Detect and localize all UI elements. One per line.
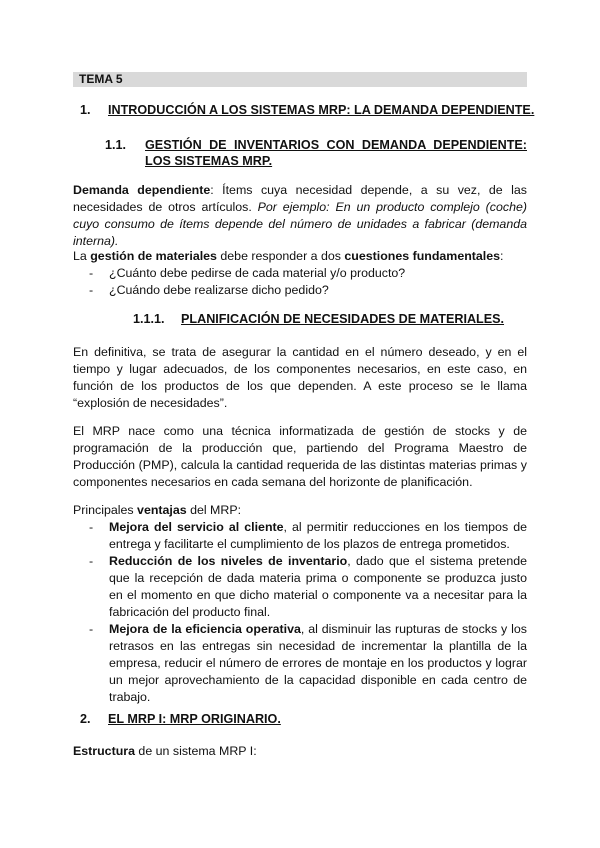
bold-term: cuestiones fundamentales	[344, 249, 501, 263]
list-item	[73, 621, 527, 706]
advantage-text: , dado que el sistema pretende que la recepción de dada materia prima o componente se produzca justo en el momento en que dicho material o componente va a necesitar para la fabricación del producto final.	[109, 554, 527, 619]
advantage-title: Mejora del servicio al cliente	[109, 520, 284, 534]
advantage-text: , al disminuir las rupturas de stocks y los retrasos en las entregas sin necesidad de incrementar la plantilla de la empresa, reducir el número de errores de montaje en los productos y lograr un mejor aprovechamiento de la capacidad disponible en cada centro de trabajo.	[109, 622, 527, 704]
list-item	[73, 265, 527, 282]
advantage-title: Mejora de la eficiencia operativa	[109, 622, 301, 636]
bold-term: Estructura	[73, 744, 135, 758]
list-item	[73, 282, 527, 299]
text: debe responder a dos	[216, 249, 345, 263]
dash-bullet: -	[89, 622, 94, 636]
text: de un sistema MRP I:	[134, 744, 257, 758]
gestion-paragraph	[73, 248, 527, 265]
section-number: 1.1.	[105, 138, 127, 152]
section-number: 2.	[80, 712, 91, 726]
section-title: EL MRP I: MRP ORIGINARIO.	[108, 712, 281, 726]
ventajas-intro	[73, 502, 527, 519]
text: La	[73, 249, 91, 263]
text: del MRP:	[186, 503, 242, 517]
definitiva-paragraph: En definitiva, se trata de asegurar la cantidad en el número deseado, y en el tiempo y lugar adecuados, de los componentes necesarios, en este caso, en función de los productos de los que dependen. A este proceso se le llama “explosión de necesidades”.	[73, 345, 527, 410]
dash-bullet: -	[89, 266, 94, 280]
bold-term: ventajas	[137, 503, 187, 517]
text: Principales	[73, 503, 138, 517]
definition: : Ítems cuya necesidad depende, a su vez, de las necesidades de otros artículos.	[73, 183, 527, 214]
term: Demanda dependiente	[73, 183, 211, 197]
list-item-text: ¿Cuánto debe pedirse de cada material y/o producto?	[109, 266, 406, 280]
dash-bullet: -	[89, 283, 94, 297]
text: :	[500, 249, 504, 263]
topic-header: TEMA 5	[73, 72, 527, 87]
ventajas-list	[73, 519, 527, 706]
estructura-paragraph	[73, 743, 527, 760]
dash-bullet: -	[89, 554, 94, 568]
section-number: 1.	[80, 103, 91, 117]
dash-bullet: -	[89, 520, 94, 534]
list-item	[73, 519, 527, 553]
section-number: 1.1.1.	[133, 312, 165, 326]
questions-list	[73, 265, 527, 299]
demanda-dependiente-paragraph	[73, 182, 527, 250]
section-title: GESTIÓN DE INVENTARIOS CON DEMANDA DEPENDIENTE: LOS SISTEMAS MRP.	[145, 138, 527, 168]
advantage-title: Reducción de los niveles de inventario	[109, 554, 348, 568]
example: Por ejemplo: En un producto complejo (coche) cuyo consumo de ítems depende del número de unidades a fabricar (demanda interna).	[73, 200, 527, 248]
list-item	[73, 553, 527, 621]
bold-term: gestión de materiales	[90, 249, 217, 263]
section-title: INTRODUCCIÓN A LOS SISTEMAS MRP: LA DEMANDA DEPENDIENTE.	[108, 103, 535, 117]
section-title: PLANIFICACIÓN DE NECESIDADES DE MATERIALES.	[181, 312, 505, 326]
list-item-text: ¿Cuándo debe realizarse dicho pedido?	[109, 283, 329, 297]
advantage-text: , al permitir reducciones en los tiempos de entrega y facilitarte el cumplimiento de los plazos de entrega prometidos.	[109, 520, 527, 551]
mrp-paragraph: El MRP nace como una técnica informatizada de gestión de stocks y de programación de la producción que, partiendo del Programa Maestro de Producción (PMP), calcula la cantidad requerida de las distintas materias primas y componentes necesarios en cada semana del horizonte de planificación.	[73, 424, 527, 489]
